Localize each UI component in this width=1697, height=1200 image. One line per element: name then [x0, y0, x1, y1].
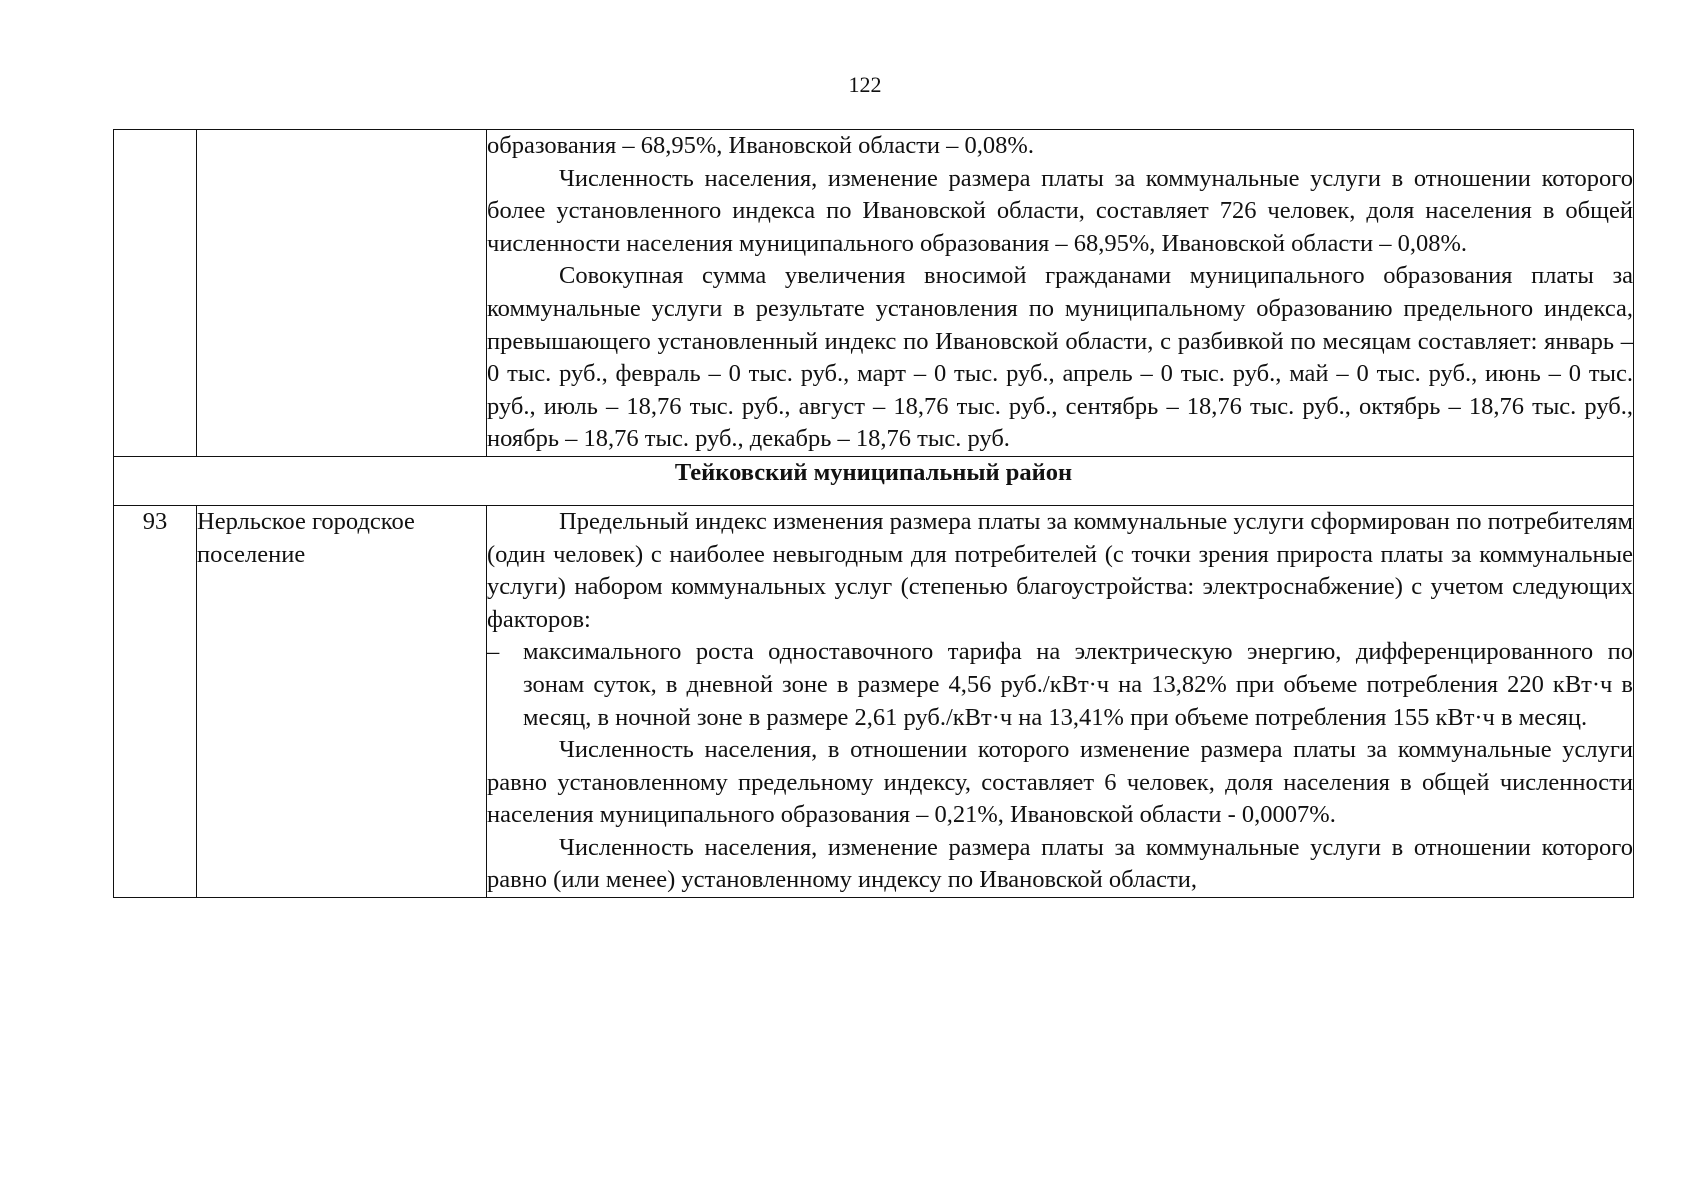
row-number: 93 — [114, 505, 197, 897]
continuation-paragraph: образования – 68,95%, Ивановской области – 0,08%. — [487, 132, 1034, 159]
list-dash: – — [487, 638, 500, 666]
municipality-name-cell — [197, 130, 487, 457]
section-heading-row — [114, 456, 1634, 505]
description-cell — [487, 130, 1634, 457]
table-row-93 — [114, 505, 1634, 897]
description-cell — [487, 505, 1634, 897]
page-number: 122 — [848, 72, 882, 97]
row-number-cell — [114, 130, 197, 457]
section-heading: Тейковский муниципальный район — [114, 456, 1634, 505]
population-equal-index-paragraph: Численность населения, в отношении которого изменение размера платы за коммунальные услуги равно установленному предельному индексу, составляет 6 человек, доля населения в общей численности населения муниципального образования – 0,21%, Ивановской области - 0,0007%. — [487, 736, 1633, 829]
factor-list-item — [487, 636, 1633, 734]
factor-text: максимального роста одноставочного тарифа на электрическую энергию, дифференцированного по зонам суток, в дневной зоне в размере 4,56 руб./кВт·ч на 13,82% при объеме потребления 220 кВт·ч в месяц, в ночной зоне в размере 2,61 руб./кВт·ч на 13,41% при объеме потребления 155 кВт·ч в месяц. — [523, 638, 1633, 731]
index-intro-paragraph: Предельный индекс изменения размера платы за коммунальные услуги сформирован по потребителям (один человек) с наиболее невыгодным для потребителей (с точки зрения прироста платы за коммунальные услуги) набором коммунальных услуг (степенью благоустройства: электроснабжение) с учетом следующих факторов: — [487, 507, 1633, 633]
municipality-name: Нерльское городское поселение — [197, 505, 487, 897]
table-row-continuation — [114, 130, 1634, 457]
monthly-increase-paragraph: Совокупная сумма увеличения вносимой гражданами муниципального образования платы за коммунальные услуги в результате установления по муниципальному образованию предельного индекса, превышающего установленный индекс по Ивановской области, с разбивкой по месяцам составляет: январь – 0 тыс. руб., февраль – 0 тыс. руб., март – 0 тыс. руб., апрель – 0 тыс. руб., май – 0 тыс. руб., июнь – 0 тыс. руб., июль – 18,76 тыс. руб., август – 18,76 тыс. руб., сентябрь – 18,76 тыс. руб., октябрь – 18,76 тыс. руб., ноябрь – 18,76 тыс. руб., декабрь – 18,76 тыс. руб. — [487, 262, 1633, 453]
population-above-index-paragraph: Численность населения, изменение размера платы за коммунальные услуги в отношении которого более установленного индекса по Ивановской области, составляет 726 человек, доля населения в общей численности населения муниципального образования – 68,95%, Ивановской области – 0,08%. — [487, 164, 1633, 257]
population-less-index-paragraph: Численность населения, изменение размера платы за коммунальные услуги в отношении которого равно (или менее) установленному индексу по Ивановской области, — [487, 833, 1633, 894]
municipal-index-table — [113, 129, 1634, 898]
